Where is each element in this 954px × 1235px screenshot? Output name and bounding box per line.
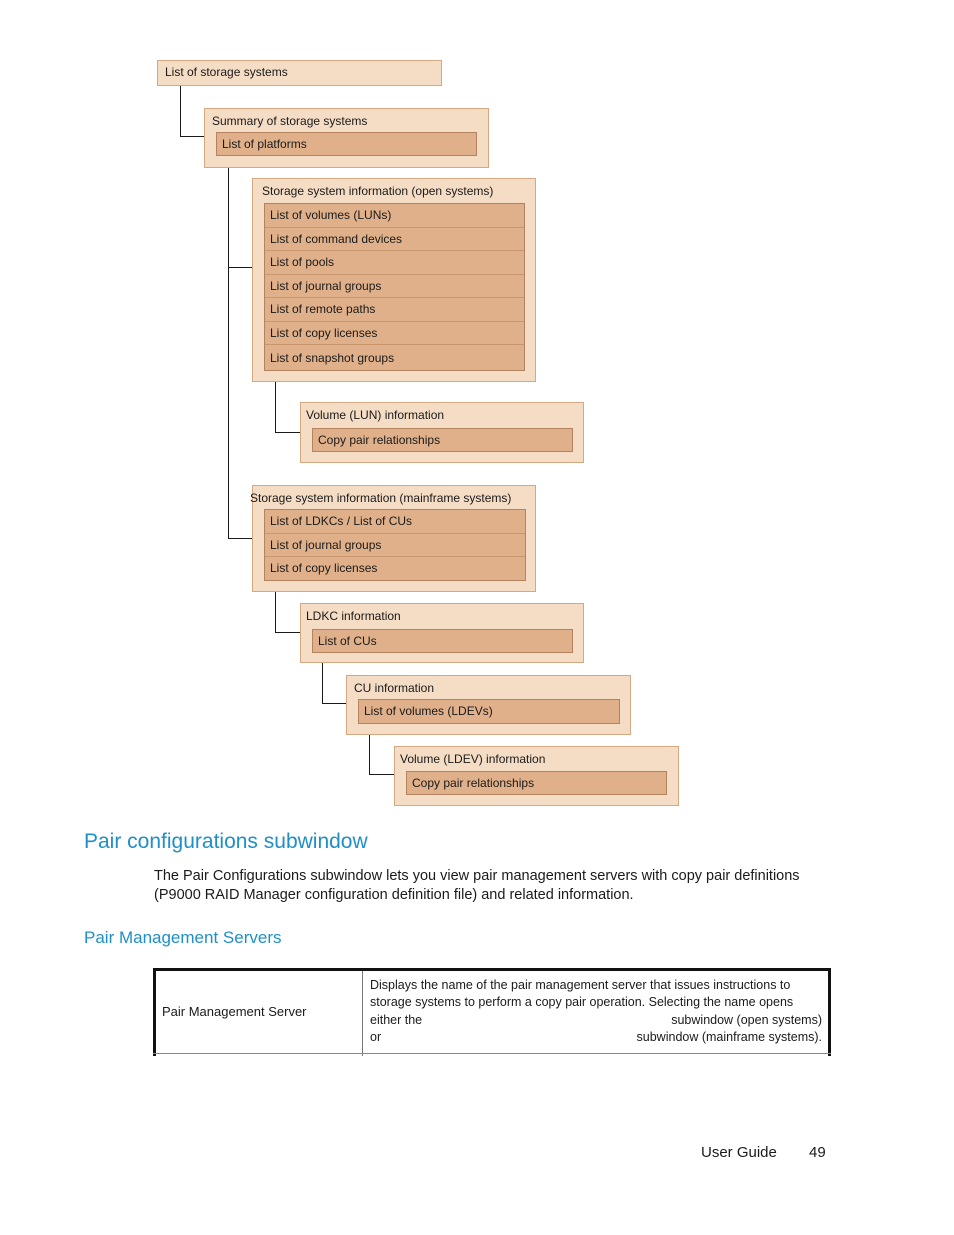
table-bottom-rule: [153, 1053, 831, 1054]
ldev-info-box: [394, 746, 679, 806]
subsection-heading: Pair Management Servers: [84, 928, 282, 947]
connector-line: [322, 703, 346, 704]
ldev-info-list: [406, 771, 667, 795]
lun-info-box: [300, 402, 584, 463]
connector-line: [275, 591, 276, 633]
connector-line: [369, 734, 370, 775]
cu-info-title: CU information: [354, 681, 435, 695]
description-line: [370, 1029, 822, 1046]
description-line: storage systems to perform a copy pair operation. Selecting the name opens: [370, 995, 794, 1010]
cu-info-list: [358, 699, 620, 724]
connector-line: [228, 267, 252, 268]
list-item: List of remote paths: [265, 298, 524, 322]
lun-info-list: [312, 428, 573, 452]
ldkc-info-box: [300, 603, 584, 663]
connector-line: [228, 538, 252, 539]
open-systems-info-title: Storage system information (open systems): [262, 184, 494, 198]
mainframe-list: [264, 509, 526, 581]
mainframe-info-title: Storage system information (mainframe systems): [250, 491, 512, 505]
summary-title: Summary of storage systems: [212, 114, 368, 128]
connector-line: [228, 167, 229, 539]
connector-line: [275, 381, 276, 433]
description-line: [370, 1012, 822, 1029]
description-text: subwindow (open systems): [671, 1012, 822, 1027]
list-item: List of snapshot groups: [270, 351, 395, 365]
open-systems-list: [264, 203, 525, 371]
list-item: List of volumes (LDEVs): [364, 704, 493, 718]
description-line: Displays the name of the pair management server that issues instructions to: [370, 978, 791, 992]
section-heading: Pair configurations subwindow: [84, 830, 368, 853]
table-label: Pair Management Server: [162, 1004, 307, 1019]
connector-line: [180, 85, 181, 137]
page-number: 49: [809, 1144, 826, 1161]
list-item: List of platforms: [222, 137, 307, 151]
list-item: List of copy licenses: [270, 561, 378, 575]
connector-line: [275, 432, 300, 433]
summary-box: [204, 108, 489, 168]
description-text: subwindow (mainframe systems).: [636, 1029, 822, 1044]
ldkc-info-title: LDKC information: [306, 609, 401, 623]
storage-list-box: [157, 60, 442, 86]
table-description-cell: [370, 977, 822, 1046]
list-item: List of CUs: [318, 634, 377, 648]
description-text: either the: [370, 1012, 423, 1027]
list-item: List of pools: [265, 251, 524, 275]
open-systems-info-box: [252, 178, 536, 382]
list-item: Copy pair relationships: [318, 433, 441, 447]
list-item: List of command devices: [265, 228, 524, 252]
mainframe-info-box: [252, 485, 536, 592]
list-item: List of journal groups: [265, 275, 524, 299]
list-item: Copy pair relationships: [412, 776, 535, 790]
section-paragraph: The Pair Configurations subwindow lets you view pair management servers with copy pair definitions (P9000 RAID Manager configuration definition file) and related information.: [154, 868, 800, 903]
summary-list: [216, 132, 477, 156]
ldev-info-title: Volume (LDEV) information: [400, 752, 546, 766]
connector-line: [180, 136, 204, 137]
connector-line: [369, 774, 394, 775]
list-item: List of LDKCs / List of CUs: [265, 510, 525, 534]
footer-label: User Guide: [701, 1144, 777, 1161]
connector-line: [322, 662, 323, 704]
list-item: List of journal groups: [265, 534, 525, 558]
storage-list-title: List of storage systems: [165, 65, 288, 79]
connector-line: [275, 632, 300, 633]
ldkc-info-list: [312, 629, 573, 653]
table-label-cell: [156, 971, 363, 1056]
lun-info-title: Volume (LUN) information: [306, 408, 445, 422]
list-item: List of copy licenses: [265, 322, 524, 346]
description-text: or: [370, 1029, 382, 1044]
cu-info-box: [346, 675, 631, 735]
list-item: List of volumes (LUNs): [265, 204, 524, 228]
pair-management-table: [153, 968, 831, 1056]
